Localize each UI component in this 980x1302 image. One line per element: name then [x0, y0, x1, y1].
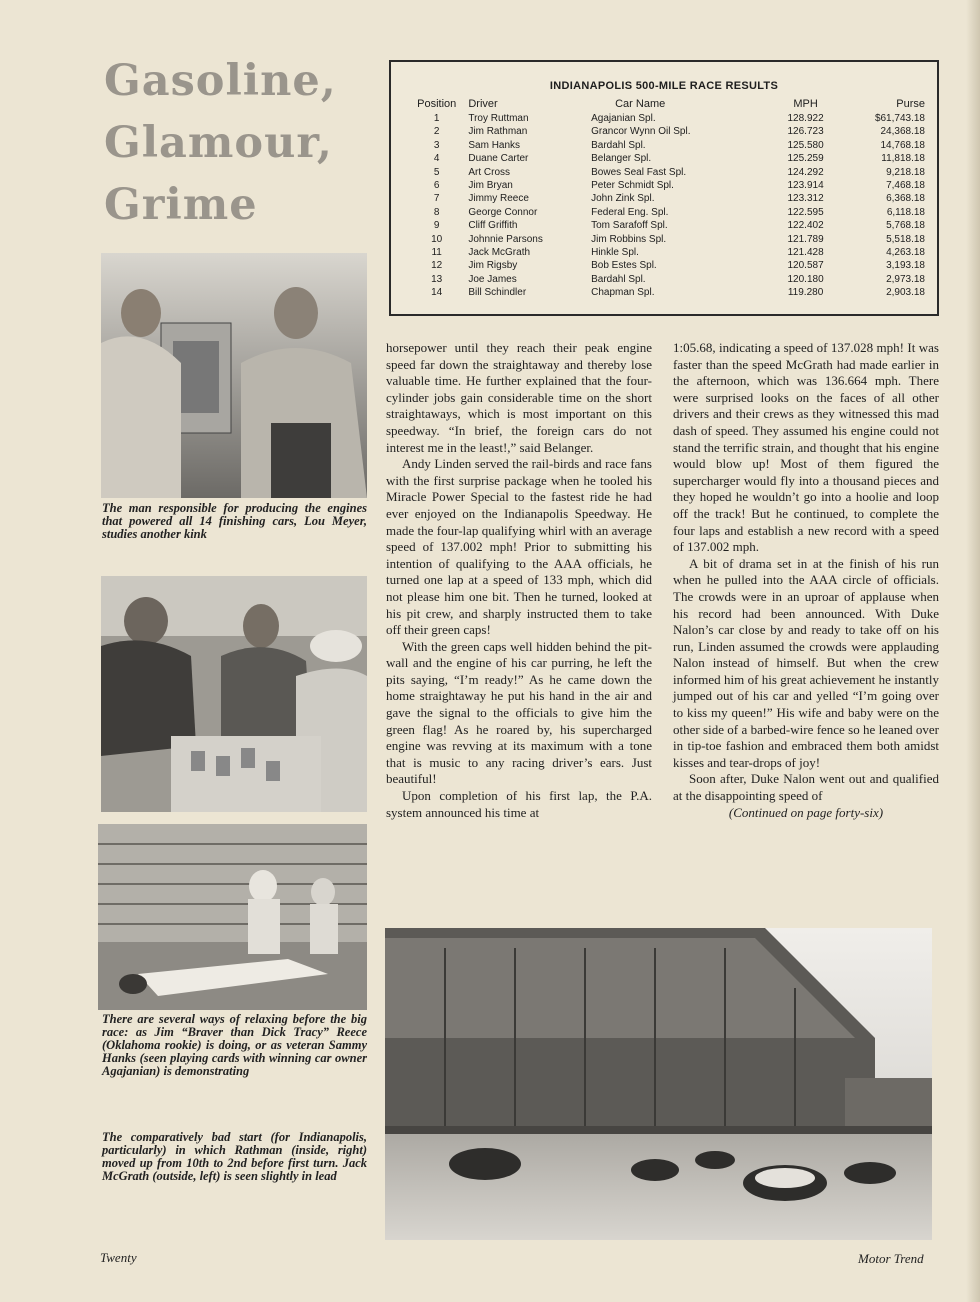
header-driver: Driver — [468, 98, 498, 110]
cell-mph: 125.580 — [787, 139, 824, 151]
results-row — [405, 112, 925, 125]
cell-car-name: Tom Sarafoff Spl. — [591, 220, 668, 232]
cell-driver: Sam Hanks — [468, 139, 521, 151]
photo-lou-meyer — [101, 253, 367, 498]
results-row — [405, 246, 925, 259]
cell-driver: Jim Rathman — [468, 126, 528, 138]
cell-position: 6 — [433, 180, 440, 192]
cell-mph: 123.312 — [787, 193, 824, 205]
cell-position: 3 — [433, 139, 440, 151]
caption-lou-meyer: The man responsible for producing the engines that powered all 14 finishing cars, Lou Meyer, studies another kink — [102, 501, 367, 541]
headline-line-2: Glamour, — [104, 118, 333, 168]
cell-driver: Johnnie Parsons — [468, 233, 543, 245]
cell-position: 7 — [433, 193, 440, 205]
results-row — [405, 233, 925, 246]
cell-car-name: Grancor Wynn Oil Spl. — [591, 126, 691, 138]
cell-purse: 2,903.18 — [886, 287, 925, 299]
results-title: INDIANAPOLIS 500-MILE RACE RESULTS — [549, 80, 779, 92]
results-row — [405, 273, 925, 286]
cell-driver: Troy Ruttman — [468, 113, 529, 124]
header-mph: MPH — [793, 98, 818, 110]
page-number: Twenty — [100, 1250, 137, 1265]
cell-car-name: Agajanian Spl. — [591, 113, 656, 124]
cell-driver: Bill Schindler — [468, 287, 527, 299]
cell-purse: $61,743.18 — [874, 113, 925, 124]
cell-purse: 4,263.18 — [886, 247, 925, 259]
paragraph: Soon after, Duke Nalon went out and qualified at the disappointing speed of — [673, 771, 939, 804]
paragraph: horsepower until they reach their peak engine speed far down the straightaway and thereby lose valuable time. He further explained that the four-cylinder jobs gain considerable time on the short straightaways, which is most important on this speedway. “In brief, the foreign cars do not interest me in the least!,” said Belanger. — [386, 340, 652, 455]
photo-lou-meyer-image — [101, 253, 367, 498]
paragraph: A bit of drama set in at the finish of his run when he pulled into the AAA circle of officials. The crowds were in an uproar of applause when his record had been announced. With Duke Nalon’s car close by and ready to take off on his run, Linden assumed the crowds were applauding Nalon instead of himself. But when the crew informed him of his great achievement he instantly jumped out of his car and yelled “I’m going over to kiss my queen!” His wife and baby were on the other side of a barbed-wire fence so he leaned over in tip-toe fashion and embraced them both amidst kisses and tear-drops of joy! — [673, 555, 939, 770]
cell-mph: 124.292 — [787, 166, 824, 178]
results-header-row — [405, 98, 925, 112]
cell-purse: 14,768.18 — [880, 139, 925, 151]
cell-driver: Jim Bryan — [468, 180, 513, 192]
results-row — [405, 125, 925, 138]
cell-mph: 128.922 — [787, 113, 824, 124]
paragraph: 1:05.68, indicating a speed of 137.028 mph! It was faster than the speed McGrath had made earlier in the afternoon, which was 136.664 mph. There were surprised looks on the faces of all other drivers and their crews as they witnessed this mad dash of speed. They assumed his engine could not stand the terrific strain, and thought that his engine would blow up! Most of them figured the supercharger would fly into a thousand pieces and they hoped he wouldn’t go into a hoolie and loop off the track! But he continued, to complete the four laps and establish a new record with a speed of 137.002 mph. — [673, 340, 939, 555]
cell-mph: 121.789 — [787, 233, 824, 245]
results-row — [405, 192, 925, 205]
cell-position: 12 — [431, 260, 443, 272]
caption-start: The comparatively bad start (for Indianapolis, particularly) in which Rathman (inside, right) moved up from 10th to 2nd before first turn. Jack McGrath (outside, left) is seen slightly in lead — [102, 1130, 367, 1183]
photo-reece-relaxing — [98, 824, 367, 1010]
text-column-2 — [673, 340, 939, 821]
cell-mph: 126.723 — [787, 126, 824, 138]
cell-purse: 7,468.18 — [886, 180, 925, 192]
cell-position: 2 — [433, 126, 440, 138]
results-row — [405, 206, 925, 219]
cell-car-name: Belanger Spl. — [591, 153, 652, 165]
text-column-1 — [386, 340, 652, 821]
cell-position: 13 — [431, 273, 443, 285]
cell-position: 14 — [431, 287, 443, 299]
cell-driver: Cliff Griffith — [468, 220, 518, 232]
headline — [104, 50, 374, 236]
cell-car-name: John Zink Spl. — [591, 193, 655, 205]
caption-relaxing: There are several ways of relaxing before the big race: as Jim “Braver than Dick Tracy” Reece (Oklahoma rookie) is doing, or as veteran Sammy Hanks (seen playing cards with winning car owner Agajanian) is demonstrating — [102, 1012, 367, 1078]
cell-car-name: Bowes Seal Fast Spl. — [591, 166, 687, 178]
cell-position: 9 — [433, 220, 440, 232]
cell-car-name: Peter Schmidt Spl. — [591, 180, 674, 192]
header-car-name: Car Name — [615, 98, 666, 110]
cell-driver: George Connor — [468, 206, 538, 218]
cell-purse: 11,818.18 — [881, 153, 925, 165]
cell-purse: 3,193.18 — [886, 260, 925, 272]
magazine-name: Motor Trend — [858, 1251, 924, 1266]
results-row — [405, 259, 925, 272]
cell-car-name: Bob Estes Spl. — [591, 260, 657, 272]
results-row — [405, 139, 925, 152]
header-purse: Purse — [896, 98, 925, 110]
results-row — [405, 152, 925, 165]
headline-line-3: Grime — [104, 180, 258, 230]
results-row — [405, 219, 925, 232]
cell-car-name: Bardahl Spl. — [591, 139, 646, 151]
cell-purse: 5,518.18 — [886, 233, 925, 245]
cell-driver: Joe James — [468, 273, 517, 285]
cell-car-name: Hinkle Spl. — [591, 247, 639, 259]
cell-mph: 119.280 — [787, 287, 824, 299]
headline-line-1: Gasoline, — [104, 56, 337, 106]
cell-driver: Jimmy Reece — [468, 193, 529, 205]
cell-car-name: Chapman Spl. — [591, 287, 655, 299]
cell-position: 10 — [431, 233, 443, 245]
cell-car-name: Jim Robbins Spl. — [591, 233, 667, 245]
race-results-box — [389, 60, 939, 316]
paragraph: Andy Linden served the rail-birds and race fans with the first surprise package when he tooled his Miracle Power Special to the fastest ride he had ever enjoyed on the Indianapolis Speedway. He made the four-lap qualifying whirl with an average speed of 137.002 mph! Prior to submitting his intention of qualifying to the AAA officials, he turned one lap at a speed of 133 mph, which did not please him one bit. Then he turned, looked at his pit crew, and sharply instructed them to take off their green caps! — [386, 456, 652, 638]
cell-mph: 122.402 — [787, 220, 824, 232]
photo-race-start — [385, 928, 932, 1240]
cell-driver: Duane Carter — [468, 153, 529, 165]
cell-position: 5 — [433, 166, 440, 178]
cell-purse: 5,768.18 — [886, 220, 925, 232]
photo-reece-relaxing-image — [98, 824, 367, 1010]
cell-purse: 9,218.18 — [886, 166, 925, 178]
cell-mph: 122.595 — [787, 206, 824, 218]
cell-mph: 125.259 — [787, 153, 824, 165]
cell-position: 4 — [433, 153, 440, 165]
cell-mph: 120.587 — [787, 260, 824, 272]
cell-driver: Jack McGrath — [468, 247, 531, 259]
page-edge — [966, 0, 980, 1302]
cell-driver: Art Cross — [468, 166, 511, 178]
results-row — [405, 179, 925, 192]
cell-purse: 24,368.18 — [880, 126, 925, 138]
cell-mph: 120.180 — [787, 273, 824, 285]
continued-note: (Continued on page forty-six) — [728, 804, 884, 820]
cell-driver: Jim Rigsby — [468, 260, 518, 272]
cell-purse: 6,118.18 — [886, 206, 925, 218]
cell-position: 8 — [433, 206, 440, 218]
cell-position: 11 — [431, 247, 442, 259]
photo-race-start-image — [385, 928, 932, 1240]
results-table — [405, 98, 925, 300]
paragraph: With the green caps well hidden behind the pit-wall and the engine of his car purring, he left the pits saying, “I’m ready!” As he came down the home straightaway he put his hand in the air and gave the signal to the officials to give him the green flag! As he roared by, his supercharged engine was revving at its maximum with a tone that is music to any racing driver’s ears. Just beautiful! — [386, 638, 652, 787]
results-row — [405, 286, 925, 299]
results-body — [405, 112, 925, 300]
header-position: Position — [417, 98, 457, 110]
cell-car-name: Bardahl Spl. — [591, 273, 646, 285]
paragraph: Upon completion of his first lap, the P.A. system announced his time at — [386, 788, 652, 820]
results-row — [405, 166, 925, 179]
photo-card-game — [101, 576, 367, 812]
cell-mph: 123.914 — [787, 180, 824, 192]
cell-purse: 6,368.18 — [886, 193, 925, 205]
cell-purse: 2,973.18 — [886, 273, 925, 285]
cell-car-name: Federal Eng. Spl. — [591, 206, 669, 218]
cell-position: 1 — [433, 113, 440, 124]
photo-card-game-image — [101, 576, 367, 812]
cell-mph: 121.428 — [787, 247, 824, 259]
